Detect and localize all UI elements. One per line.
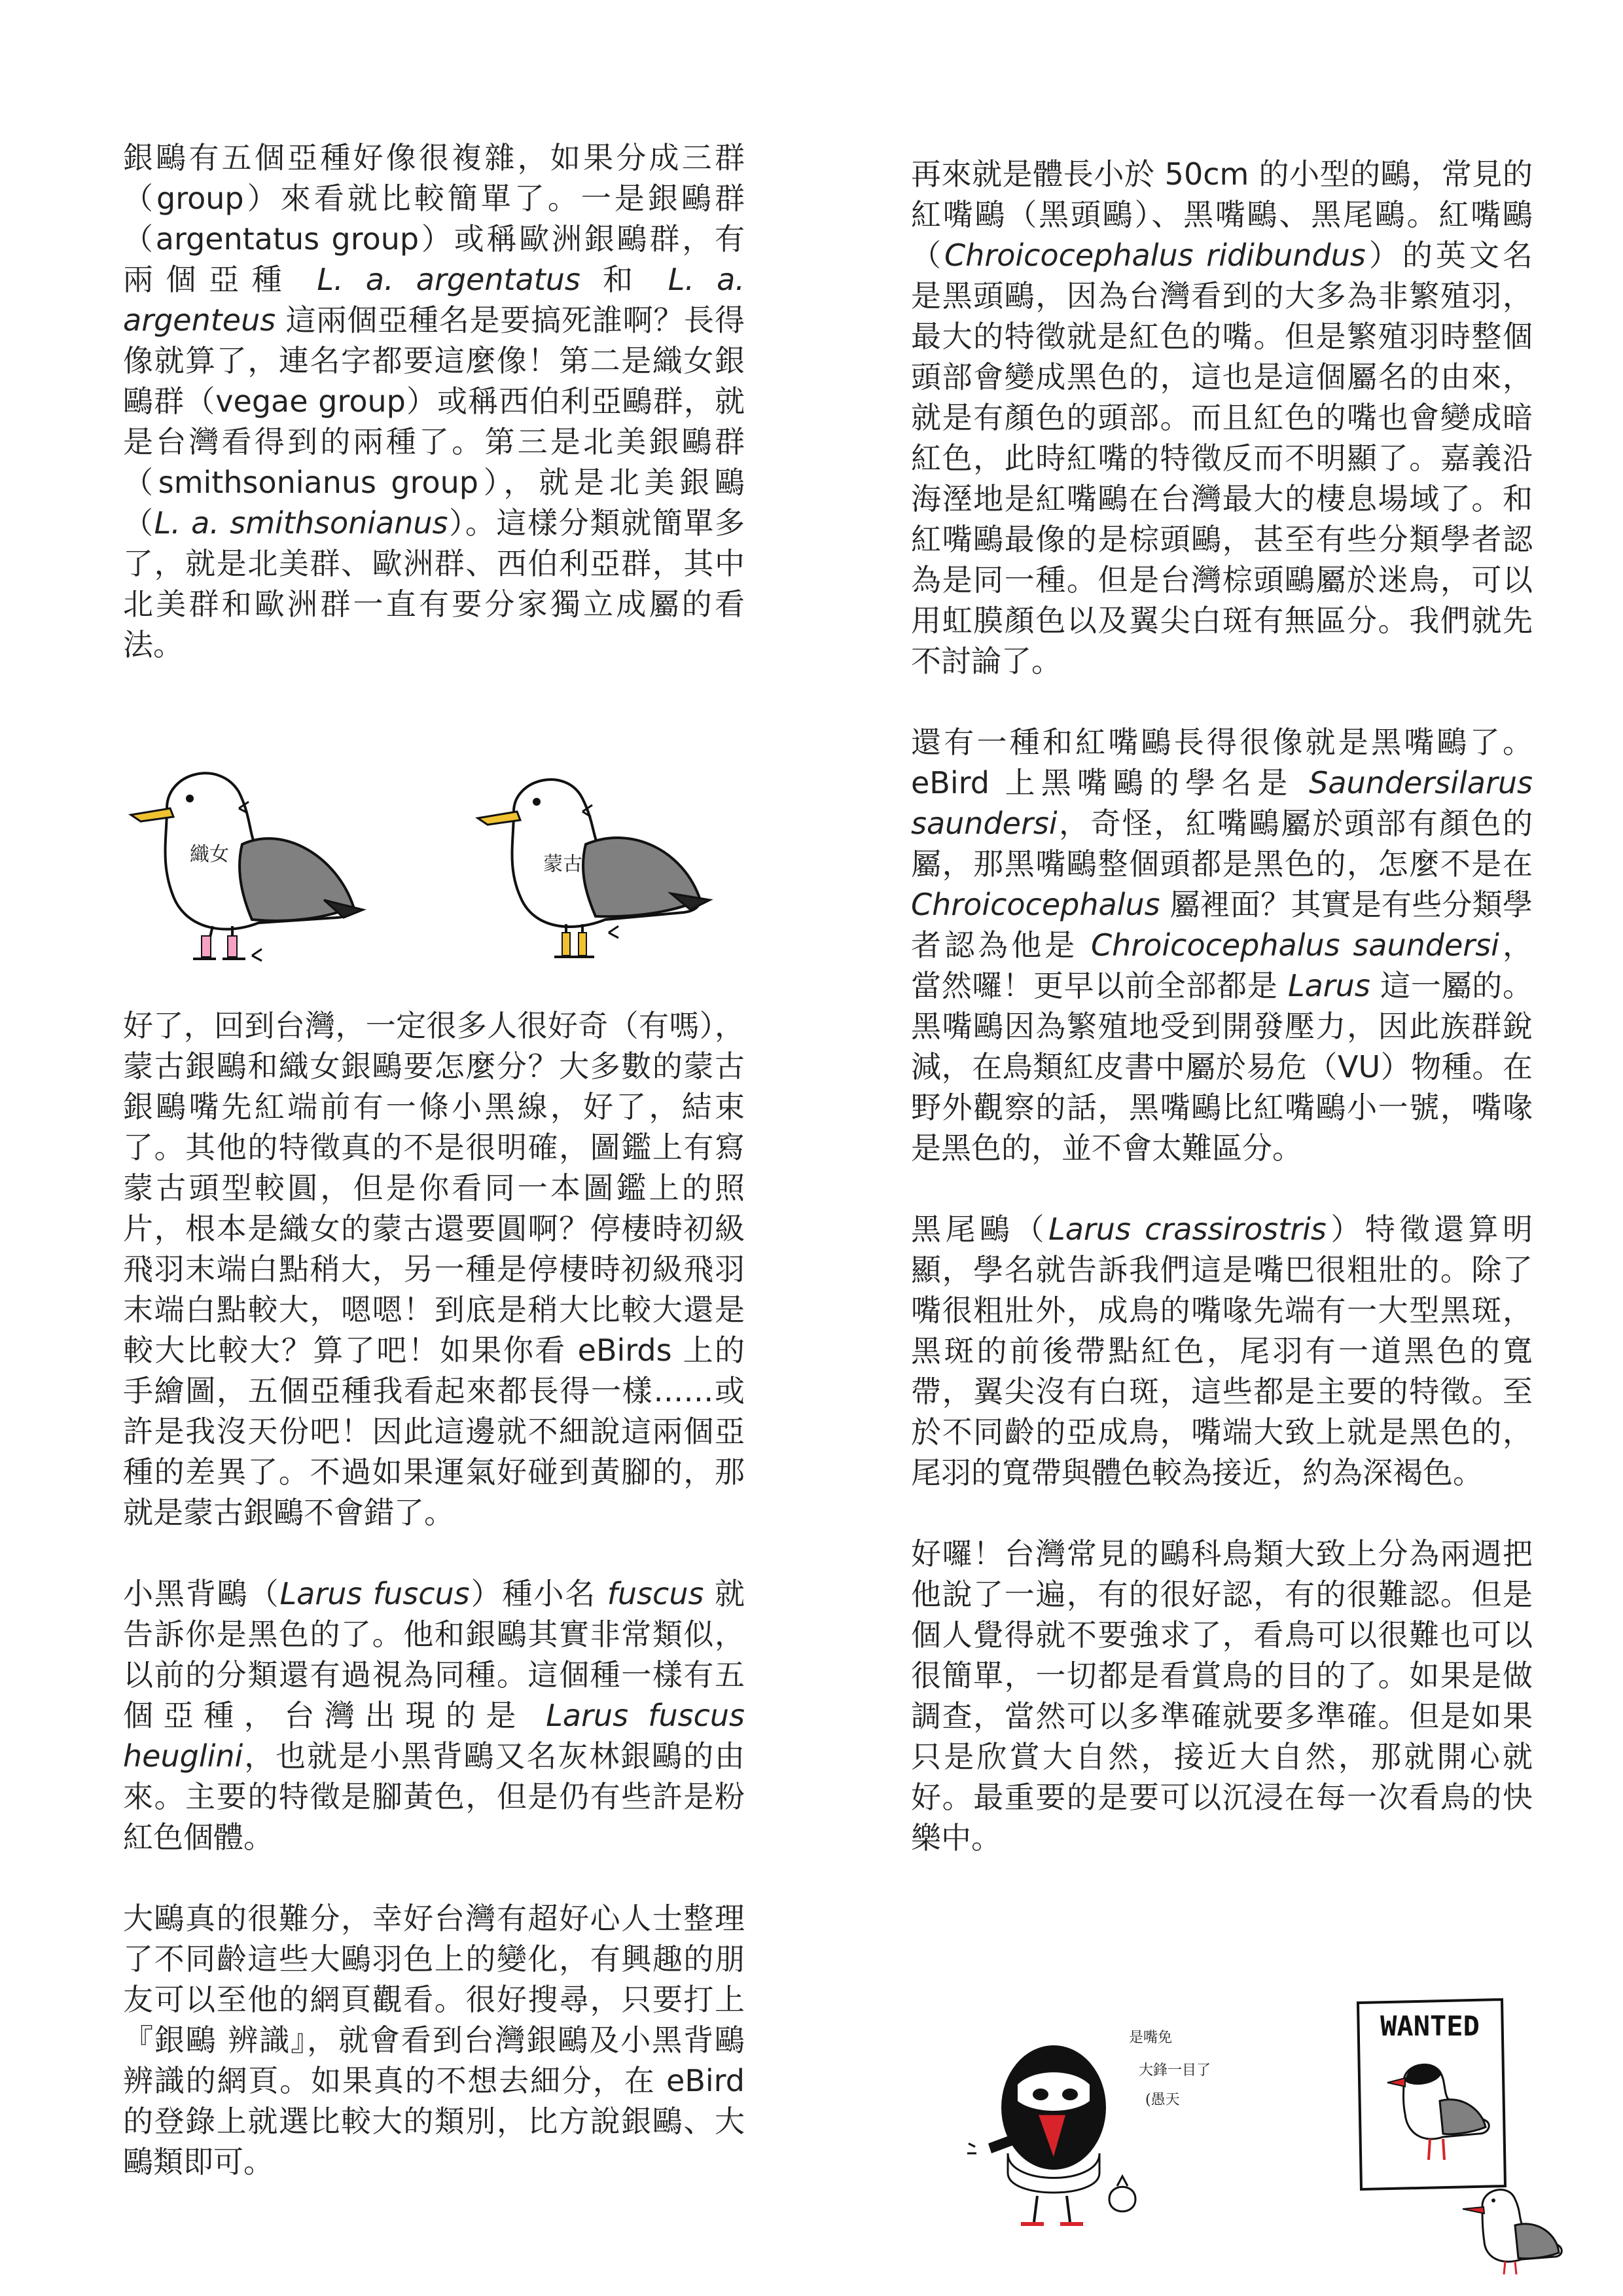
text-run: ）。這樣分類就簡單多了，就是北美群、歐洲群、西伯利亞群，其中北美群和歐洲群一直有要分家獨立成屬的看法。 [123, 505, 745, 662]
right-column [911, 154, 1533, 1858]
paragraph-saunders-gull [911, 722, 1533, 1168]
paragraph-black-headed-gull [911, 154, 1533, 681]
text-run: ，也就是小黑背鷗又名灰林銀鷗的由來。主要的特徵是腳黃色，但是仍有些許是粉紅色個體。 [123, 1738, 745, 1855]
scientific-name: Larus crassirostris [1048, 1211, 1327, 1247]
paragraph-herring-gull-groups [123, 137, 745, 665]
wanted-title: WANTED [1380, 2010, 1480, 2042]
scientific-name: Larus fuscus [279, 1576, 470, 1611]
text-run: 就告訴你是黑色的了。他和銀鷗其實非常類似，以前的分類還有過視為同種。這個種一樣有五個亞種，台灣出現的是 [123, 1576, 745, 1733]
text-run: ）種小名 [469, 1576, 607, 1611]
text-run: ，當然囉！更早以前全部都是 [911, 927, 1533, 1003]
small-seagull-illustration [1453, 2173, 1571, 2278]
text-run: 和 [580, 262, 668, 297]
text-run: 屬裡面？其實是有些分類學者認為他是 [911, 887, 1533, 963]
text-run: 好了，回到台灣，一定很多人很好奇（有嗎），蒙古銀鷗和織女銀鷗要怎麼分？大多數的蒙古銀鷗嘴先紅端前有一條小黑線，好了，結束了。其他的特徵真的不是很明確，圖鑑上有寫蒙古頭型較圓，但是你看同一本圖鑑上的照片，根本是織女的蒙古還要圓啊？停棲時初級飛羽末端白點稍大，另一種是停棲時初級飛羽末端白點較大，嗯嗯！到底是稍大比較大還是較大比較大？算了吧！如果你看 eBirds 上的手繪圖，五個亞種我看起來都長得一樣……或許是我沒天份吧！因此這邊就不細說這兩個亞種的差異了。不過如果運氣好碰到黃腳的，那就是蒙古銀鷗不會錯了。 [123, 1008, 745, 1530]
mongolicus-label: 蒙古 [543, 853, 582, 876]
scientific-name: L. a. smithsonianus [154, 505, 448, 541]
scientific-name: Larus [1287, 968, 1370, 1003]
text-run: ）的英文名是黑頭鷗，因為台灣看到的大多為非繁殖羽，最大的特徵就是紅色的嘴。但是繁殖羽時整個頭部會變成黑色的，這也是這個屬名的由來，就是有顏色的頭部。而且紅色的嘴也會變成暗紅色，此時紅嘴的特徵反而不明顯了。嘉義沿海溼地是紅嘴鷗在台灣最大的棲息場域了。和紅嘴鷗最像的是棕頭鷗，甚至有些分類學者認為是同一種。但是台灣棕頭鷗屬於迷鳥，可以用虹膜顏色以及翼尖白斑有無區分。我們就先不討論了。 [911, 238, 1533, 679]
text-run: 好囉！台灣常見的鷗科鳥類大致上分為兩週把他說了一遍，有的很好認，有的很難認。但是個人覺得就不要強求了，看鳥可以很難也可以很簡單，一切都是看賞鳥的目的了。如果是做調查，當然可以多準確就要多準確。但是如果只是欣賞大自然，接近大自然，那就開心就好。最重要的是要可以沉浸在每一次看鳥的快樂中。 [911, 1536, 1533, 1856]
wanted-poster [1351, 1996, 1508, 2193]
paragraph-conclusion [911, 1534, 1533, 1858]
left-column [123, 137, 745, 2182]
text-run: 再來就是體長小於 50cm 的小型的鷗，常見的紅嘴鷗（黑頭鷗）、黑嘴鷗、黑尾鷗。紅嘴鷗（ [911, 156, 1533, 273]
thief-note-3: (愚天 [1145, 2092, 1180, 2108]
text-run: ，奇怪，紅嘴鷗屬於頭部有顏色的屬，那黑嘴鷗整個頭都是黑色的，怎麼不是在 [911, 806, 1533, 882]
text-run: 這一屬的。黑嘴鷗因為繁殖地受到開發壓力，因此族群銳減，在鳥類紅皮書中屬於易危（VU）物種。在野外觀察的話，黑嘴鷗比紅嘴鷗小一號，嘴喙是黑色的，並不會太難區分。 [911, 968, 1533, 1166]
mongolian-gull-illustration [474, 753, 736, 969]
scientific-name: Saundersilarus saundersi [911, 765, 1533, 841]
bird-thief-cartoon [962, 2022, 1250, 2238]
vegae-gull-illustration [128, 746, 402, 969]
text-run: 還有一種和紅嘴鷗長得很像就是黑嘴鷗了。eBird 上黑嘴鷗的學名是 [911, 725, 1533, 800]
paragraph-vegae-vs-mongolicus [123, 1005, 745, 1533]
thief-note-2: 大鋒一目了 [1139, 2062, 1211, 2079]
paragraph-black-tailed-gull [911, 1209, 1533, 1493]
vegae-label: 織女 [190, 843, 229, 866]
scientific-name: L. a. argentatus [317, 262, 580, 297]
scientific-name: Larus fuscus heuglini [123, 1698, 745, 1774]
text-run: 小黑背鷗（ [123, 1576, 280, 1611]
scientific-name: fuscus [607, 1576, 704, 1611]
scientific-name: Chroicocephalus saundersi [1091, 927, 1499, 963]
text-run: ）特徵還算明顯，學名就告訴我們這是嘴巴很粗壯的。除了嘴很粗壯外，成鳥的嘴喙先端有一大型黑斑，黑斑的前後帶點紅色，尾羽有一道黑色的寬帶，翼尖沒有白斑，這些都是主要的特徵。至於不同齡的亞成鳥，嘴端大致上就是黑色的，尾羽的寬帶與體色較為接近，約為深褐色。 [911, 1211, 1533, 1490]
text-run: 黑尾鷗（ [911, 1211, 1049, 1247]
scientific-name: L. a. argenteus [123, 262, 745, 338]
text-run: 銀鷗有五個亞種好像很複雜，如果分成三群（group）來看就比較簡單了。一是銀鷗群（argentatus group）或稱歐洲銀鷗群，有兩個亞種 [123, 140, 745, 297]
scientific-name: Chroicocephalus [911, 887, 1160, 922]
paragraph-lesser-black-backed-gull [123, 1573, 745, 1857]
paragraph-large-gull-identification [123, 1898, 745, 2182]
scientific-name: Chroicocephalus ridibundus [944, 238, 1366, 273]
text-run: 大鷗真的很難分，幸好台灣有超好心人士整理了不同齡這些大鷗羽色上的變化，有興趣的朋友可以至他的網頁觀看。很好搜尋，只要打上『銀鷗 辨識』，就會看到台灣銀鷗及小黑背鷗辨識的網頁。如果真的不想去細分，在 eBird 的登錄上就選比較大的類別，比方說銀鷗、大鷗類即可。 [123, 1901, 745, 2179]
thief-note-1: 是嘴免 [1129, 2030, 1173, 2046]
text-run: 這兩個亞種名是要搞死誰啊？長得像就算了，連名字都要這麼像！第二是織女銀鷗群（vegae group）或稱西伯利亞鷗群，就是台灣看得到的兩種了。第三是北美銀鷗群（smithsonianus group），就是北美銀鷗（ [123, 302, 745, 541]
